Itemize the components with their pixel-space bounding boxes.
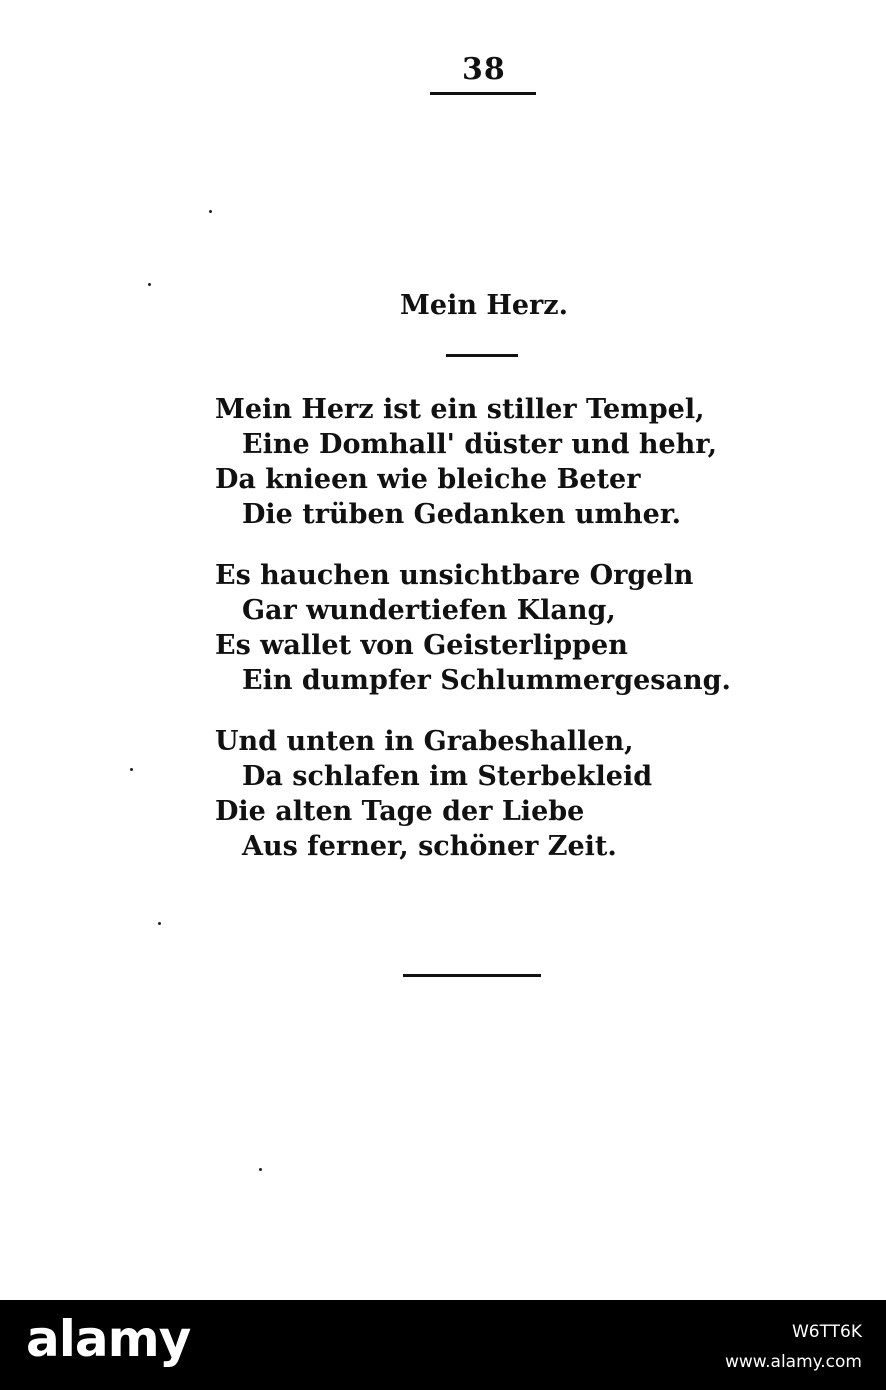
poem-line: Und unten in Grabeshallen, [215, 726, 634, 757]
image-id: W6TT6K [791, 1322, 862, 1342]
poem-title: Mein Herz. [400, 290, 568, 321]
poem-line: Aus ferner, schöner Zeit. [242, 831, 617, 862]
poem-line: Da knieen wie bleiche Beter [215, 464, 641, 495]
poem-line: Mein Herz ist ein stiller Tempel, [215, 394, 705, 425]
poem-line: Die alten Tage der Liebe [215, 796, 585, 827]
poem-line: Da schlafen im Sterbekleid [242, 761, 653, 792]
poem-line: Eine Domhall' düster und hehr, [242, 429, 717, 460]
scan-speck [259, 1168, 262, 1171]
stanza [215, 558, 731, 698]
page-number: 38 [462, 52, 506, 87]
scan-speck [130, 768, 133, 771]
scan-speck [148, 283, 151, 286]
title-rule [446, 354, 518, 357]
poem-line: Es wallet von Geisterlippen [215, 630, 628, 661]
poem-line: Es hauchen unsichtbare Orgeln [215, 560, 694, 591]
end-rule [403, 974, 541, 977]
watermark-banner [0, 1300, 886, 1390]
stanza [215, 392, 717, 532]
poem-line: Gar wundertiefen Klang, [242, 595, 616, 626]
scan-speck [209, 210, 212, 213]
site-url: www.alamy.com [724, 1352, 862, 1372]
page-number-rule [430, 92, 536, 95]
poem-line: Die trüben Gedanken umher. [242, 499, 681, 530]
scan-speck [158, 922, 161, 925]
poem-line: Ein dumpfer Schlummergesang. [242, 665, 731, 696]
poem-body [215, 392, 731, 890]
stanza [215, 724, 675, 864]
alamy-logo: alamy [26, 1310, 191, 1368]
